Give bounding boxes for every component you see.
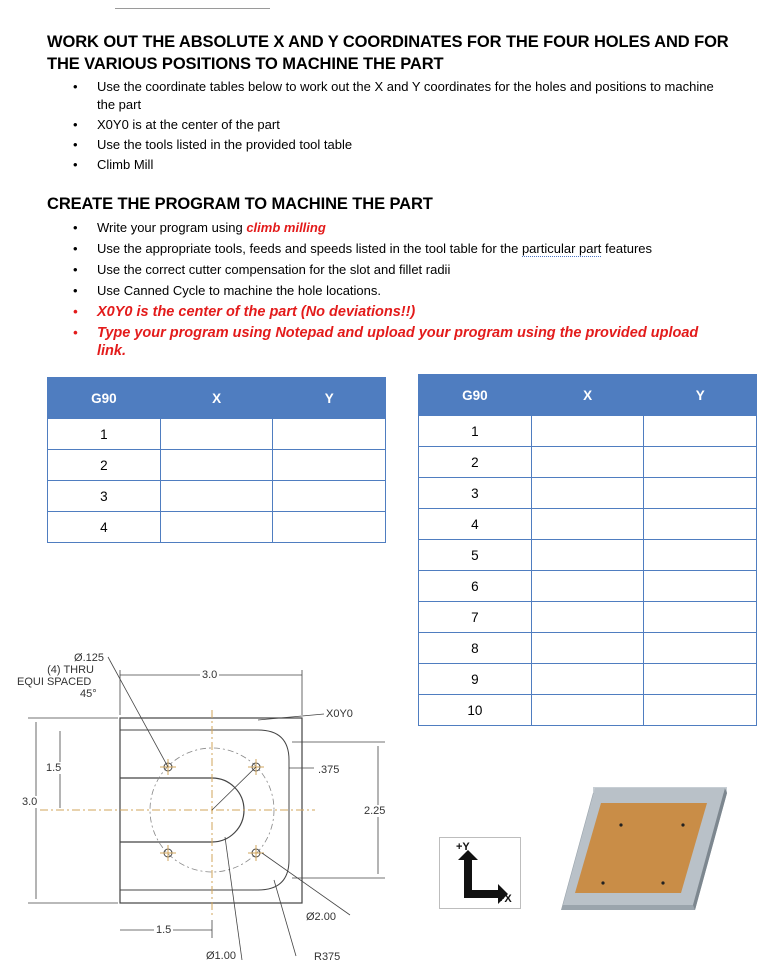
table-row: 3 <box>419 478 757 509</box>
r375-leader <box>274 880 296 956</box>
x-cell[interactable] <box>160 512 273 543</box>
x-cell[interactable] <box>531 695 644 726</box>
y-cell[interactable] <box>644 416 757 447</box>
dim-225-label: 2.25 <box>364 805 386 817</box>
top-divider-line <box>115 8 270 9</box>
table-row: 8 <box>419 633 757 664</box>
y-cell[interactable] <box>273 512 386 543</box>
table-row: 5 <box>419 540 757 571</box>
x-cell[interactable] <box>531 664 644 695</box>
section2-bullet-list <box>47 219 717 363</box>
hole-note-dia: Ø.125 <box>74 652 104 664</box>
table-header-y: Y <box>644 375 757 416</box>
y-cell[interactable] <box>644 602 757 633</box>
table-row: 1 <box>419 416 757 447</box>
y-cell[interactable] <box>644 633 757 664</box>
table-row: 10 <box>419 695 757 726</box>
dia-100-label: Ø1.00 <box>206 950 236 962</box>
part-3d-render <box>555 785 755 920</box>
table-row: 7 <box>419 602 757 633</box>
part-drawing <box>0 630 400 972</box>
x-cell[interactable] <box>531 416 644 447</box>
y-cell[interactable] <box>644 664 757 695</box>
table-row: 2 <box>419 447 757 478</box>
x-cell[interactable] <box>531 509 644 540</box>
axis-x-label: +X <box>498 893 512 905</box>
table-row: 3 <box>48 481 386 512</box>
list-item: • Use the correct cutter compensation for the slot and fillet radii <box>73 262 451 277</box>
climb-milling-emphasis: climb milling <box>246 220 326 235</box>
x-cell[interactable] <box>531 447 644 478</box>
hole-leader <box>108 657 168 767</box>
x-cell[interactable] <box>160 450 273 481</box>
y-cell[interactable] <box>644 509 757 540</box>
y-cell[interactable] <box>644 695 757 726</box>
y-cell[interactable] <box>644 540 757 571</box>
hole-note-angle: 45° <box>80 688 97 700</box>
section1-bullet-list <box>47 78 717 176</box>
table-header-g90: G90 <box>48 378 161 419</box>
hole-note-count: (4) THRU <box>47 664 94 676</box>
origin-label: X0Y0 <box>326 708 353 720</box>
table-row: 6 <box>419 571 757 602</box>
table-row: 4 <box>419 509 757 540</box>
section2-title: CREATE THE PROGRAM TO MACHINE THE PART <box>47 195 433 213</box>
list-item: • Use the tools listed in the provided tool table <box>73 137 353 152</box>
list-item: • Write your program using climb milling <box>73 220 326 235</box>
table-row: 2 <box>48 450 386 481</box>
bolt-circle-leader <box>212 767 256 810</box>
dia100-leader <box>225 837 242 960</box>
list-item: • Use Canned Cycle to machine the hole locations. <box>73 283 381 298</box>
dotted-underline-text: particular part <box>521 241 602 256</box>
list-item: • Climb Mill <box>73 157 154 172</box>
table-header-y: Y <box>273 378 386 419</box>
part-3d-svg <box>555 785 755 920</box>
table-row: 1 <box>48 419 386 450</box>
axis-indicator <box>439 837 521 909</box>
table-header-g90: G90 <box>419 375 532 416</box>
position-coordinate-table <box>418 374 757 726</box>
radius-label: R375 <box>314 951 341 963</box>
table-header-x: X <box>160 378 273 419</box>
y-cell[interactable] <box>644 447 757 478</box>
table-header-x: X <box>531 375 644 416</box>
table-row: 4 <box>48 512 386 543</box>
y-cell[interactable] <box>273 419 386 450</box>
list-item-warning: • X0Y0 is the center of the part (No deviations!!) <box>73 304 416 320</box>
list-item: • Use the appropriate tools, feeds and speeds listed in the tool table for the particular part features <box>73 241 653 256</box>
x-cell[interactable] <box>531 478 644 509</box>
dim-height-label: 3.0 <box>22 796 38 808</box>
x-cell[interactable] <box>160 481 273 512</box>
list-item: • Use the coordinate tables below to work out the X and Y coordinates for the holes and positions to machine the part <box>73 79 714 112</box>
x-cell[interactable] <box>160 419 273 450</box>
x-cell[interactable] <box>531 540 644 571</box>
axis-y-label: +Y <box>456 841 470 853</box>
y-cell[interactable] <box>644 571 757 602</box>
hole-note-spacing: EQUI SPACED <box>17 676 92 688</box>
hole-4 <box>248 845 264 861</box>
list-item: • X0Y0 is at the center of the part <box>73 117 280 132</box>
x-cell[interactable] <box>531 633 644 664</box>
origin-leader <box>258 714 324 720</box>
list-item-warning: • Type your program using Notepad and upload your program using the provided upload link. <box>73 325 699 359</box>
y-cell[interactable] <box>644 478 757 509</box>
y-cell[interactable] <box>273 450 386 481</box>
x-cell[interactable] <box>531 602 644 633</box>
table-row: 9 <box>419 664 757 695</box>
y-cell[interactable] <box>273 481 386 512</box>
dim-width-label: 3.0 <box>202 669 218 681</box>
section1-title: WORK OUT THE ABSOLUTE X AND Y COORDINATES FOR THE FOUR HOLES AND FOR THE VARIOUS POSITIONS TO MACHINE THE PART <box>47 33 729 73</box>
x-cell[interactable] <box>531 571 644 602</box>
dia-200-label: Ø2.00 <box>306 911 336 923</box>
hole-coordinate-table <box>47 377 386 543</box>
dim-half-width-label: 1.5 <box>156 924 172 936</box>
dim-375-label: .375 <box>318 764 340 776</box>
dim-half-height-label: 1.5 <box>46 762 62 774</box>
